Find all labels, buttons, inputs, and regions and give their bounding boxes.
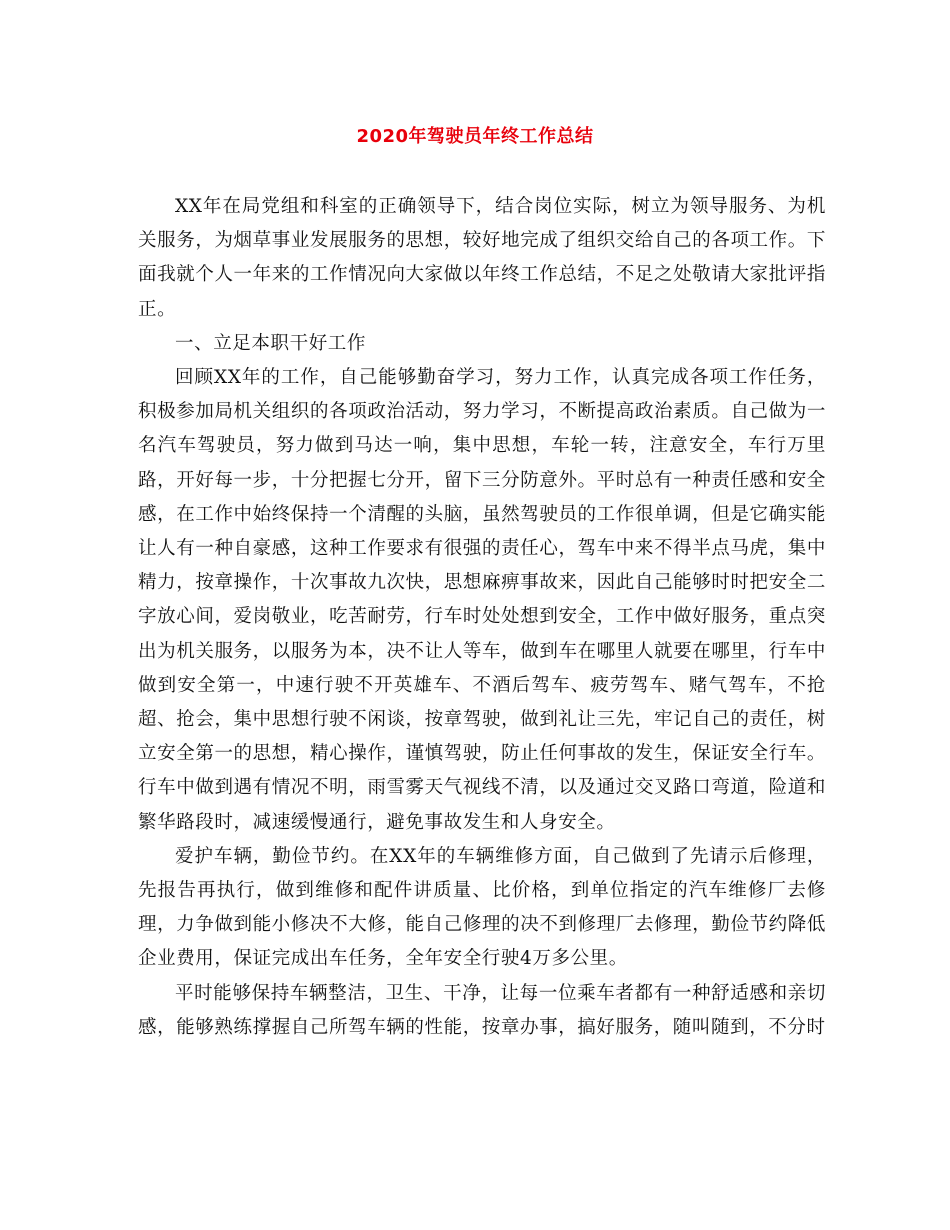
document-body [138,190,826,1045]
intro-paragraph: XX年在局党组和科室的正确领导下，结合岗位实际，树立为领导服务、为机关服务，为烟草事业发展服务的思想，较好地完成了组织交给自己的各项工作。下面我就个人一年来的工作情况向大家做以年终工作总结，不足之处敬请大家批评指正。 [138,196,826,320]
body-paragraph: 回顾XX年的工作，自己能够勤奋学习，努力工作，认真完成各项工作任务，积极参加局机关组织的各项政治活动，努力学习，不断提高政治素质。自己做为一名汽车驾驶员，努力做到马达一响，集中思想，车轮一转，注意安全，车行万里路，开好每一步，十分把握七分开，留下三分防意外。平时总有一种责任感和安全感，在工作中始终保持一个清醒的头脑，虽然驾驶员的工作很单调，但是它确实能让人有一种自豪感，这种工作要求有很强的责任心，驾车中来不得半点马虎，集中精力，按章操作，十次事故九次快，思想麻痹事故来，因此自己能够时时把安全二字放心间，爱岗敬业，吃苦耐劳，行车时处处想到安全，工作中做好服务，重点突出为机关服务，以服务为本，决不让人等车，做到车在哪里人就要在哪里，行车中做到安全第一，中速行驶不开英雄车、不酒后驾车、疲劳驾车、赌气驾车，不抢超、抢会，集中思想行驶不闲谈，按章驾驶，做到礼让三先，牢记自己的责任，树立安全第一的思想，精心操作，谨慎驾驶，防止任何事故的发生，保证安全行车。行车中做到遇有情况不明，雨雪雾天气视线不清，以及通过交叉路口弯道，险道和繁华路段时，减速缓慢通行，避免事故发生和人身安全。 [138,367,826,833]
body-paragraph: 爱护车辆，勤俭节约。在XX年的车辆维修方面，自己做到了先请示后修理，先报告再执行，做到维修和配件讲质量、比价格，到单位指定的汽车维修厂去修理，力争做到能小修决不大修，能自己修理的决不到修理厂去修理，勤俭节约降低企业费用，保证完成出车任务，全年安全行驶4万多公里。 [138,845,826,970]
section-heading: 一、立足本职干好工作 [175,332,367,354]
body-paragraph: 平时能够保持车辆整洁，卫生、干净，让每一位乘车者都有一种舒适感和亲切感，能够熟练撑握自己所驾车辆的性能，按章办事，搞好服务，随叫随到，不分时 [138,982,826,1038]
document-title: 2020年驾驶员年终工作总结 [356,126,594,147]
